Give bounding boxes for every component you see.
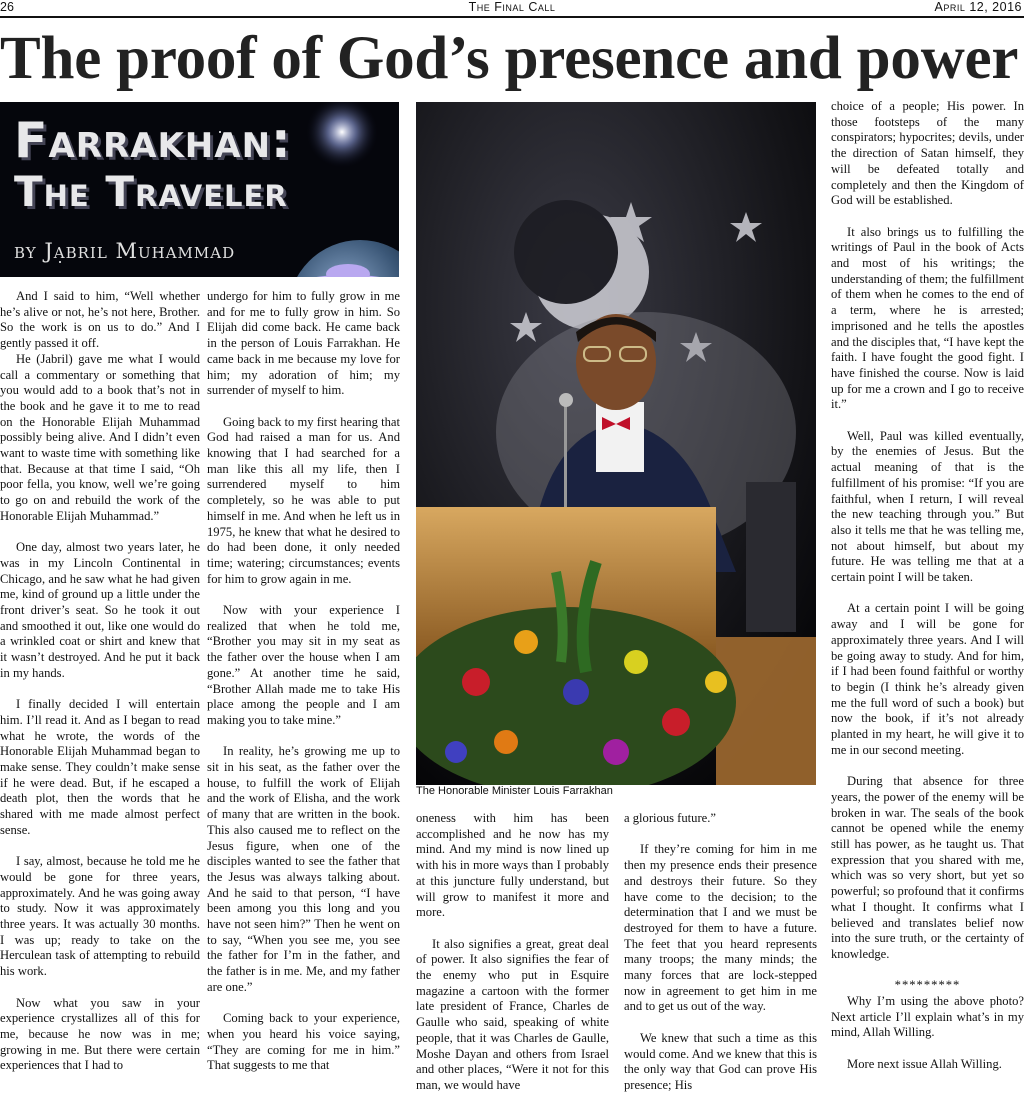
section-break: ********* (894, 978, 961, 993)
paragraph: We knew that such a time as this would come. And we knew that this is the only way that God can prove His presence; His (624, 1030, 817, 1092)
issue-date: April 12, 2016 (934, 0, 1022, 14)
banner-title-line2: The Traveler (14, 167, 288, 216)
paragraph: Now what you saw in your experience crystallizes all of this for me, because he now was in me; growing in me. But there were certain experiences that I had to (0, 995, 200, 1073)
page-number: 26 (0, 0, 14, 14)
photo-caption: The Honorable Minister Louis Farrakhan (416, 785, 613, 797)
paragraph: It also signifies a great, great deal of power. It also signifies the fear of the enemy who put in Esquire magazine a cartoon with the former late president of France, Charles de Gaulle who said, speaking of white people, that it was Charles de Gaulle, Moshe Dayan and others from Israel and other places, “Were it not for this man, we would have (416, 936, 609, 1092)
text-column-3 (416, 811, 609, 1094)
paragraph: He (Jabril) gave me what I would call a commentary or something that you would add to a book that’s not in the book and he gave it to me to read on the Honorable Elijah Muhammad possibly being alive. And I didn’t even want to waste time with something like that. Because at that time I said, “Oh poor fella, you know, well we’re going to go on and rebuild the work of the Honorable Elijah Muhammad.” (0, 351, 200, 523)
banner-title-line1: Farrakhan: (14, 112, 292, 169)
paragraph: choice of a people; His power. In those footsteps of the many conspirators; hypocrites; devils, under the direction of Satan himself, they will be defeated totally and completely and then the Kingdom of God will be established. (831, 99, 1024, 208)
folio-bar (0, 0, 1024, 16)
paragraph: Well, Paul was killed eventually, by the enemies of Jesus. But the actual meaning of that is the fulfillment of his promise: “If you are faithful, when I return, I will reveal the new teaching through you.” But also it tells me that he was telling me, not about himself, but about my future. He was telling me that at a certain point I will be taken. (831, 428, 1024, 585)
column-banner (0, 102, 399, 277)
text-column-4 (624, 811, 817, 1094)
microphone-stand (564, 402, 567, 512)
paragraph: Why I’m using the above photo? Next article I’ll explain what’s in my mind, Allah Willing. (831, 994, 1024, 1040)
article-photo (416, 102, 816, 785)
paragraph: In reality, he’s growing me up to sit in his seat, as the father over the house, to fulfill the work of Elijah and the work of Elisha, and the work of many that are written in the book. This also caused me to reflect on the Jesus figure, when one of the disciples wanted to see the father that the Jesus was always talking about. And he said to that person, “I have been among you this long and you have not seen him?” Then he went on to say, “When you see me, you see the father for I’m in the father, and the father is in me. Me, and my father are one.” (207, 744, 400, 994)
paragraph: I finally decided I will entertain him. I’ll read it. And as I began to read what he wrote, the words of the Honorable Elijah Muhammad began to make sense. They couldn’t make sense if he were dead. But, if he escaped a death plot, then the words that he shared with me made almost perfect sense. (0, 697, 200, 837)
paragraph: I say, almost, because he told me he would be gone for three years, approximately. And he was going away to study. Now it was approximately three years. It was actually 30 months. I was up; ready to take on the Herculean task of attempting to rebuild his work. (0, 854, 200, 979)
paragraph: Coming back to your experience, when you heard his voice saying, “They are coming for me in him.” That suggests to me that (207, 1011, 400, 1073)
text-column-2 (207, 289, 400, 1074)
microphone-icon (559, 393, 573, 407)
folio-rule (0, 16, 1024, 18)
paragraph: At a certain point I will be going away and I will be gone for approximately three years. And I will be going away to study. And for him, if I had been found faithful or worthy to begin (I think he’s already given me the full word of such a book) but now the book, if it’s not already planted in my heart, he will give it to me in our second meeting. (831, 601, 1024, 757)
paragraph: If they’re coming for him in me then my presence ends their presence and destroys their future. So they have come to the decision; to the determination that I and we must be destroyed for them to have a future. The feet that you heard represents many troops; the many minds; the many forces that are lock-stepped now in agreement to get him in me and to get us out of the way. (624, 842, 817, 1014)
paragraph: It also brings us to fulfilling the writings of Paul in the book of Acts and most of his writings; the understanding of them; the fulfillment of them when he comes to the end of a term, where he is arrested; imprisoned and he tells the apostles and the disciples that, “I have kept the faith. I have fought the good fight. I have finished the course. Now is laid up for me a crown and I go to receive it.” (831, 224, 1024, 412)
banner-title (14, 114, 292, 216)
text-column-1 (0, 289, 200, 1074)
banner-byline: by Jabril Muhammad (14, 239, 236, 263)
paragraph: Now with your experience I realized that when he told me, “Brother you may sit in my seat as the father over the house when I am gone.” At another time he said, “Brother Allah made me to take His place among the people and I am making you to take mine.” (207, 603, 400, 727)
paragraph: More next issue Allah Willing. (847, 1056, 1002, 1071)
text-column-5 (831, 99, 1024, 1073)
paragraph: During that absence for three years, the power of the enemy will be broken in war. The seals of the book cannot be opened while the enemy still has power, as he taught us. That expression that you shared with me, which was so very short, but yet so powerful; so profound that it confirms what I thought. It confirms what I believed and translates belief now into the sure truth, or the certainty of knowledge. (831, 774, 1024, 961)
headline: The proof of God’s presence and power (0, 25, 1019, 92)
paragraph: oneness with him has been accomplished and he now has my mind. And my mind is now lined up with his in more ways than I probably at this juncture fully understand, but will grow to manifest it more and more. (416, 811, 609, 920)
paragraph: Going back to my first hearing that God had raised a man for us. And knowing that I had searched for a man like this all my life, then I surrendered myself to him completely, so he was able to put himself in me. And when he left us in 1975, he knew that what he desired to do had been done, it only needed time; watering; circumstances; events for him to grow again in me. (207, 414, 400, 586)
paragraph: a glorious future.” (624, 811, 716, 825)
paragraph: One day, almost two years later, he was in my Lincoln Continental in Chicago, and he saw what he had given me, kind of ground up a little under the front driver’s seat. So he took it out and smoothed it out, like one would do a wrinkled coat or shirt and knew that it wasn’t destroyed. And he put it back in my hands. (0, 540, 200, 680)
paragraph: And I said to him, “Well whether he’s alive or not, he’s not here, Brother. So the work is on us to do.” And I gently passed it off. (0, 289, 200, 351)
background-guard (746, 482, 796, 632)
photo-minister-at-podium (416, 102, 816, 785)
paragraph: undergo for him to fully grow in me and for me to fully grow in him. So Elijah did come back. He came back in the person of Louis Farrakhan. He came back in me because my love for him; my adoration of him; my surrender of myself to him. (207, 289, 400, 398)
publication-name: The Final Call (468, 0, 556, 14)
